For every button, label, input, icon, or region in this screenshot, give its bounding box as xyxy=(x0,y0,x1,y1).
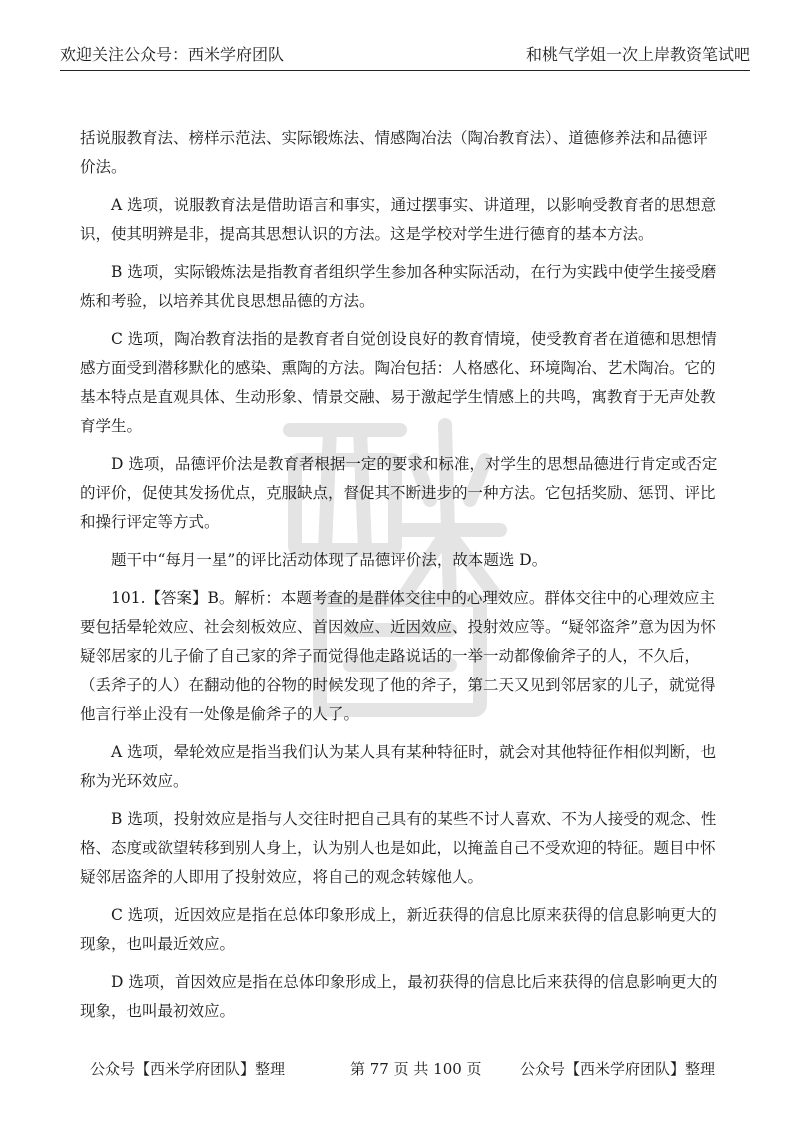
paragraph: B 选项，投射效应是指与人交往时把自己具有的某些不讨人喜欢、不为人接受的观念、性格、态度或欲望转移到别人身上，认为别人也是如此，以掩盖自己不受欢迎的特征。题目中怀疑邻居盗斧的人即用了投射效应，将自己的观念转嫁他人。 xyxy=(80,810,717,886)
paragraph: D 选项，品德评价法是教育者根据一定的要求和标准，对学生的思想品德进行肯定或否定的评价，促使其发扬优点，克服缺点，督促其不断进步的一种方法。它包括奖励、惩罚、评比和操行评定等方式。 xyxy=(80,455,718,531)
paragraph: A 选项，说服教育法是借助语言和事实，通过摆事实、讲道理，以影响受教育者的思想意识，使其明辨是非，提高其思想认识的方法。这是学校对学生进行德育的基本方法。 xyxy=(80,196,717,243)
footer-left-text: 公众号【西米学府团队】整理 xyxy=(90,1060,286,1078)
paragraph: 题干中“每月一星”的评比活动体现了品德评价法，故本题选 D。 xyxy=(111,551,548,569)
article-body xyxy=(80,124,720,1035)
paragraph: A 选项，晕轮效应是指当我们认为某人具有某种特征时，就会对其他特征作相似判断，也称为光环效应。 xyxy=(80,743,717,790)
page-header xyxy=(60,36,750,71)
paragraph: C 选项，陶冶教育法指的是教育者自觉创设良好的教育情境，使受教育者在道德和思想情感方面受到潜移默化的感染、熏陶的方法。陶冶包括：人格感化、环境陶冶、艺术陶冶。它的基本特点是直观具体、生动形象、情景交融、易于激起学生情感上的共鸣，寓教育于无声处教育学生。 xyxy=(80,330,717,435)
paragraph: 101.【答案】B。解析：本题考查的是群体交往中的心理效应。群体交往中的心理效应主要包括晕轮效应、社会刻板效应、首因效应、近因效应、投射效应等。“疑邻盗斧”意为因为怀疑邻居家的儿子偷了自己家的斧子而觉得他走路说话的一举一动都像偷斧子的人，不久后，（丢斧子的人）在翻动他的谷物的时候发现了他的斧子，第二天又见到邻居家的儿子，就觉得他言行举止没有一处像是偷斧子的人了。 xyxy=(80,589,716,723)
page-number: 第 77 页 共 100 页 xyxy=(350,1060,482,1078)
paragraph: D 选项，首因效应是指在总体印象形成上，最初获得的信息比后来获得的信息影响更大的现象，也叫最初效应。 xyxy=(80,973,718,1020)
paragraph: C 选项，近因效应是指在总体印象形成上，新近获得的信息比原来获得的信息影响更大的现象，也叫最近效应。 xyxy=(80,906,717,953)
header-left-text: 欢迎关注公众号：西米学府团队 xyxy=(60,45,285,64)
paragraph: 括说服教育法、榜样示范法、实际锻炼法、情感陶冶法（陶冶教育法）、道德修养法和品德评价法。 xyxy=(80,129,708,176)
paragraph: B 选项，实际锻炼法是指教育者组织学生参加各种实际活动，在行为实践中使学生接受磨炼和考验，以培养其优良思想品德的方法。 xyxy=(80,263,717,310)
footer-right-text: 公众号【西米学府团队】整理 xyxy=(520,1060,716,1078)
header-right-text: 和桃气学姐一次上岸教资笔试吧 xyxy=(525,45,750,64)
